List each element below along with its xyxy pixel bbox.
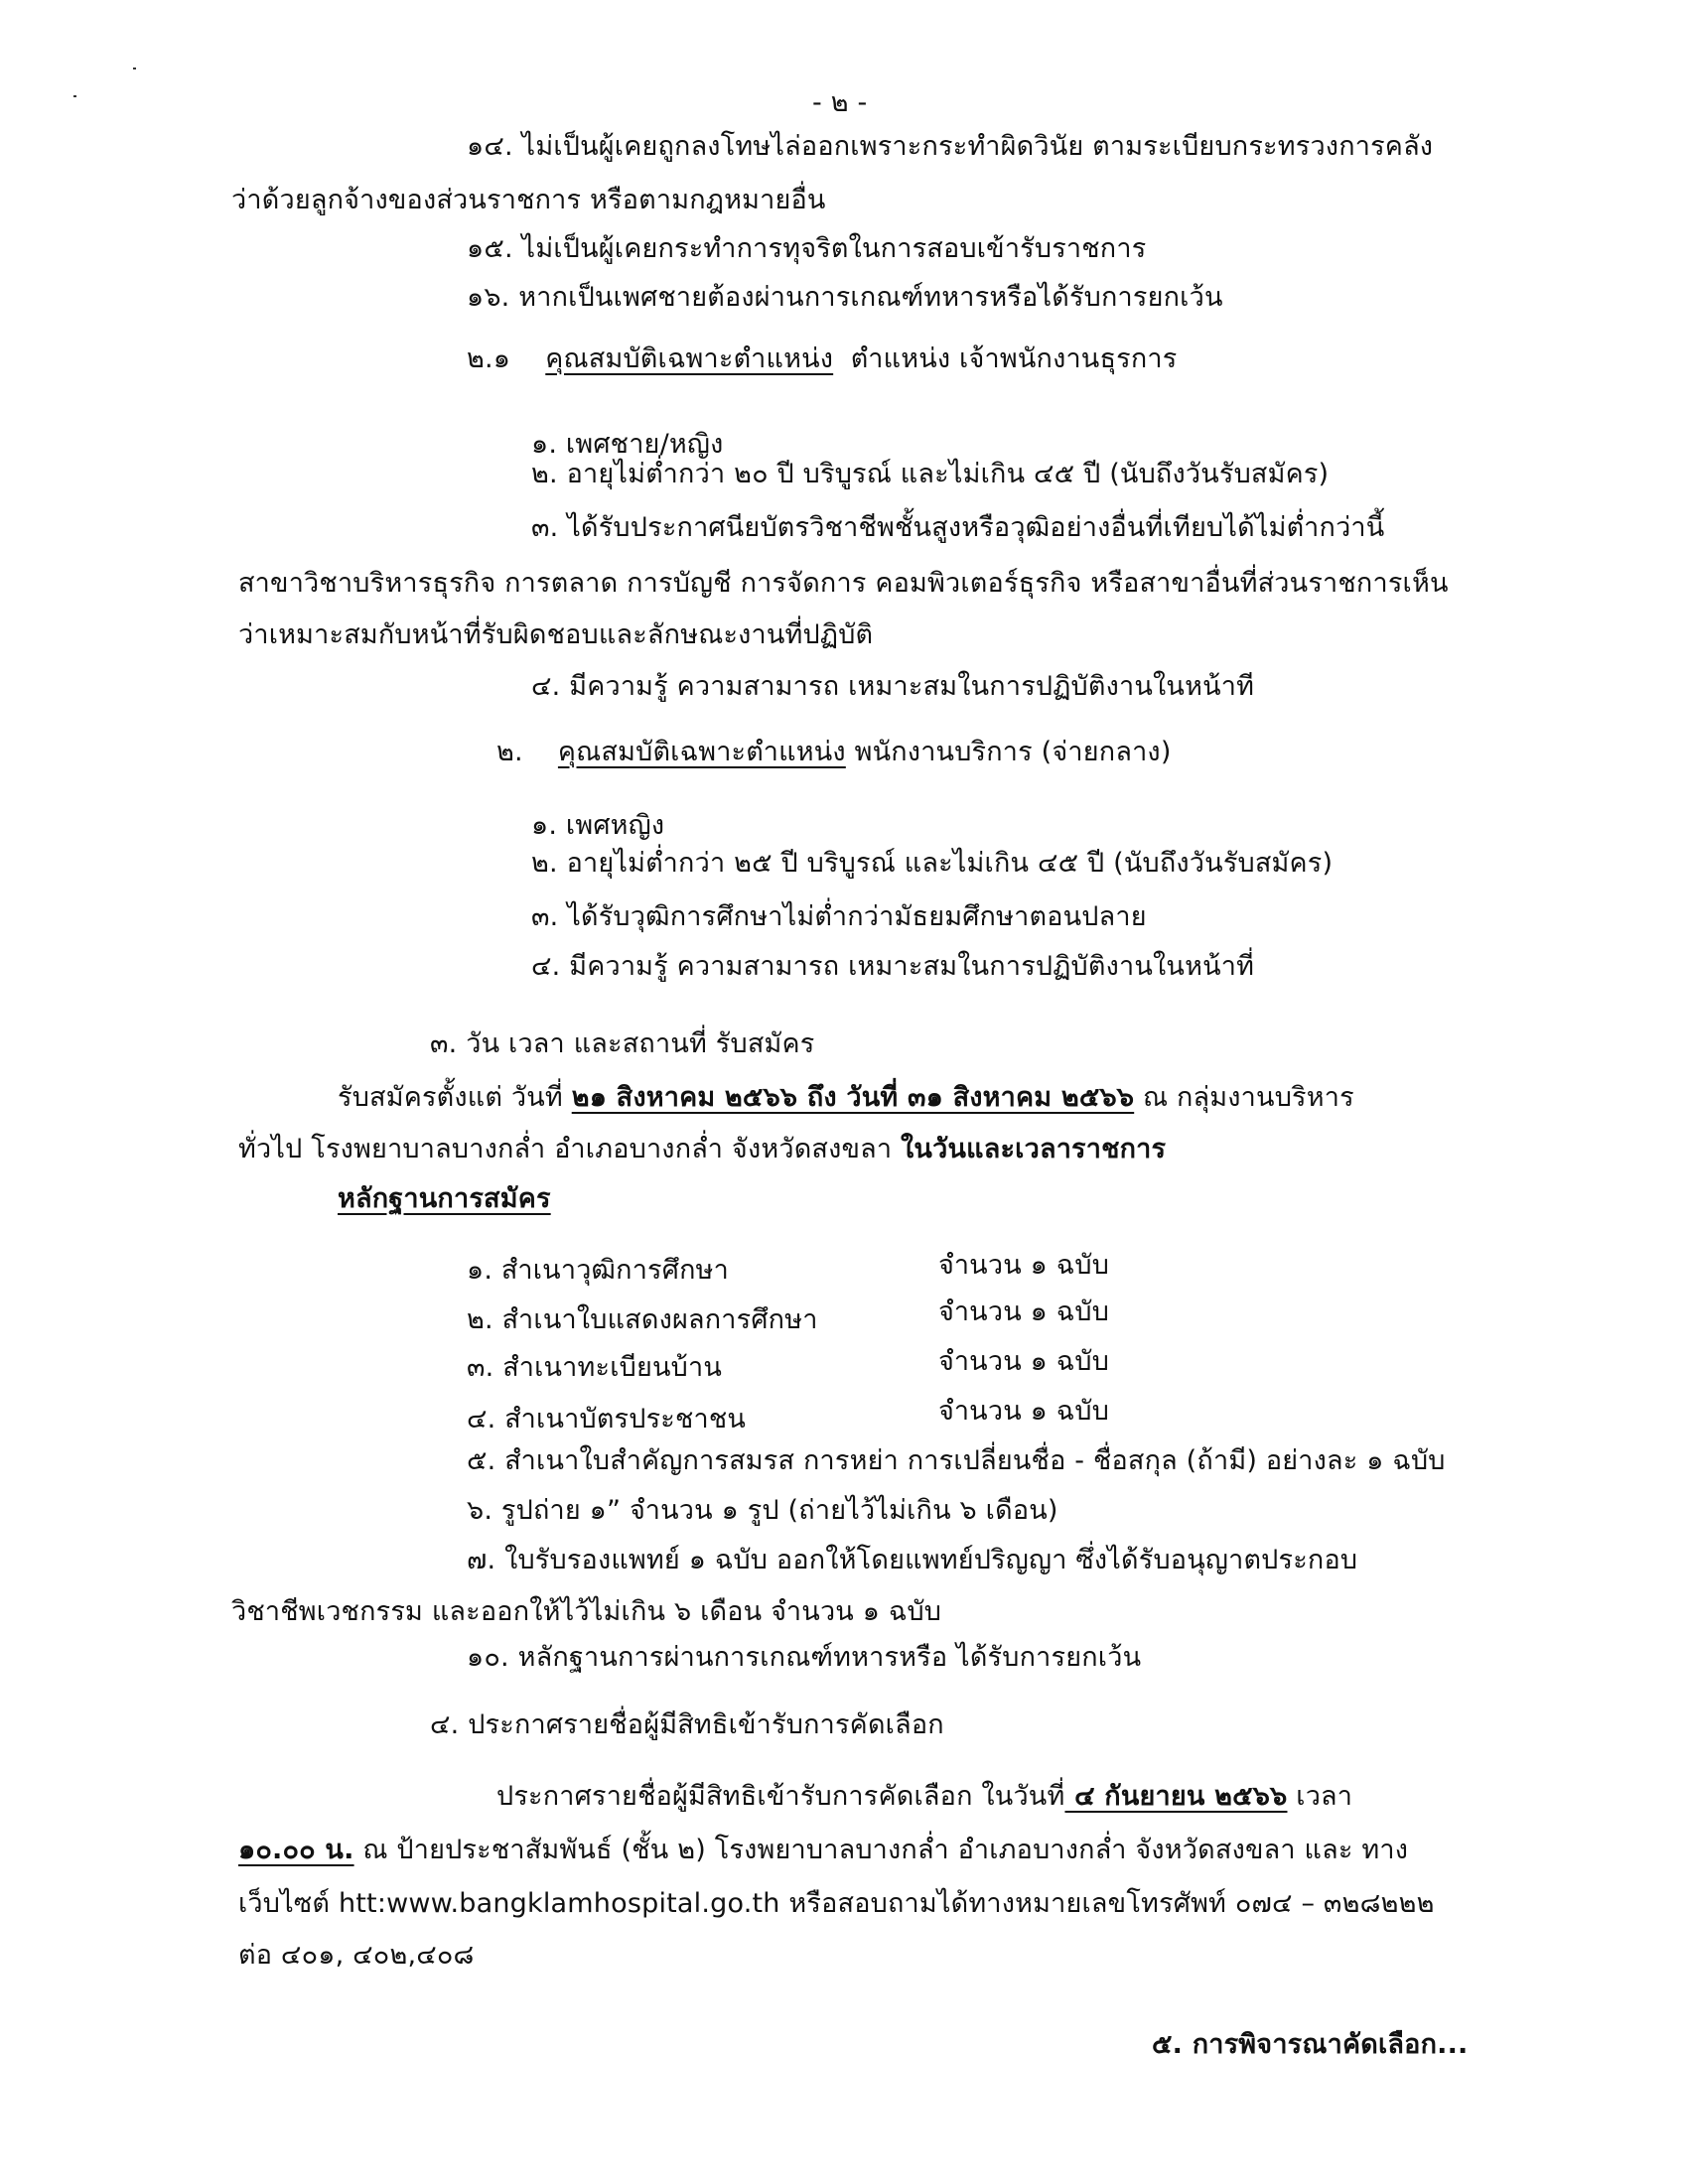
section-2-1-item-1: ๑. เพศชาย/หญิง [531, 429, 724, 460]
announcement-date: ๔ กันยายน ๒๕๖๖ [1064, 1781, 1288, 1812]
section-2-2-item-2: ๒. อายุไม่ต่ำกว่า ๒๕ ปี บริบูรณ์ และไม่เกิน ๔๕ ปี (นับถึงวันรับสมัคร) [531, 848, 1334, 879]
application-period-suffix: ณ กลุ่มงานบริหาร [1134, 1082, 1354, 1113]
document-6: ๖. รูปถ่าย ๑” จำนวน ๑ รูป (ถ่ายไว้ไม่เกิน ๖ เดือน) [467, 1495, 1058, 1526]
section-3-heading: ๓. วัน เวลา และสถานที่ รับสมัคร [430, 1028, 815, 1059]
document-7-line1: ๗. ใบรับรองแพทย์ ๑ ฉบับ ออกให้โดยแพทย์ปริญญา ซึ่งได้รับอนุญาตประกอบ [467, 1545, 1358, 1575]
evidence-heading: หลักฐานการสมัคร [338, 1183, 551, 1214]
document-3-quantity: จำนวน ๑ ฉบับ [938, 1346, 1110, 1377]
section-2-1-item-3-line2: สาขาวิชาบริหารธุรกิจ การตลาด การบัญชี การจัดการ คอมพิวเตอร์ธุรกิจ หรือสาขาอื่นที่ส่วนราชการเห็น [238, 568, 1449, 599]
announcement-prefix: ประกาศรายชื่อผู้มีสิทธิเข้ารับการคัดเลือก ในวันที่ [496, 1781, 1065, 1812]
application-period-dates: ๒๑ สิงหาคม ๒๕๖๖ ถึง วันที่ ๓๑ สิงหาคม ๒๕๖๖ [571, 1082, 1135, 1113]
item-15: ๑๕. ไม่เป็นผู้เคยกระทำการทุจริตในการสอบเข้ารับราชการ [467, 233, 1147, 264]
section-2-1-title-rest: ตำแหน่ง เจ้าพนักงานธุรการ [850, 343, 1178, 374]
announcement-location: ณ ป้ายประชาสัมพันธ์ (ชั้น ๒) โรงพยาบาลบางกล่ำ อำเภอบางกล่ำ จังหวัดสงขลา และ ทาง [353, 1835, 1409, 1865]
section-2-2-title-underlined: คุณสมบัติเฉพาะตำแหน่ง [557, 737, 846, 767]
document-2-quantity: จำนวน ๑ ฉบับ [938, 1297, 1110, 1327]
item-14-line2: ว่าด้วยลูกจ้างของส่วนราชการ หรือตามกฎหมายอื่น [231, 185, 826, 215]
application-hours: ในวันและเวลาราชการ [901, 1134, 1167, 1164]
section-2-2-item-1: ๑. เพศหญิง [531, 810, 665, 841]
document-5: ๕. สำเนาใบสำคัญการสมรส การหย่า การเปลี่ยนชื่อ - ชื่อสกุล (ถ้ามี) อย่างละ ๑ ฉบับ [467, 1445, 1446, 1476]
announcement-line1 [496, 1777, 1352, 1817]
section-2-1-item-3-line1: ๓. ได้รับประกาศนียบัตรวิชาชีพชั้นสูงหรือวุฒิอย่างอื่นที่เทียบได้ไม่ต่ำกว่านี้ [531, 512, 1385, 543]
application-place: ทั่วไป โรงพยาบาลบางกล่ำ อำเภอบางกล่ำ จังหวัดสงขลา [238, 1134, 902, 1164]
application-period-line2 [238, 1130, 1166, 1169]
section-4-heading: ๔. ประกาศรายชื่อผู้มีสิทธิเข้ารับการคัดเลือก [430, 1709, 944, 1740]
document-1-quantity: จำนวน ๑ ฉบับ [938, 1250, 1110, 1281]
document-4: ๔. สำเนาบัตรประชาชน [467, 1404, 747, 1434]
item-16: ๑๖. หากเป็นเพศชายต้องผ่านการเกณฑ์ทหารหรือได้รับการยกเว้น [467, 282, 1223, 313]
section-2-1-item-3-line3: ว่าเหมาะสมกับหน้าที่รับผิดชอบและลักษณะงานที่ปฏิบัติ [238, 619, 874, 650]
section-2-1-heading [467, 340, 1177, 379]
section-2-1-item-2: ๒. อายุไม่ต่ำกว่า ๒๐ ปี บริบูรณ์ และไม่เกิน ๔๕ ปี (นับถึงวันรับสมัคร) [531, 459, 1330, 489]
document-7-line2: วิชาชีพเวชกรรม และออกให้ไว้ไม่เกิน ๖ เดือน จำนวน ๑ ฉบับ [231, 1596, 942, 1627]
section-2-1-title-underlined: คุณสมบัติเฉพาะตำแหน่ง [545, 343, 834, 374]
document-10: ๑๐. หลักฐานการผ่านการเกณฑ์ทหารหรือ ได้รับการยกเว้น [467, 1642, 1142, 1673]
continuation-note: ๕. การพิจารณาคัดเลือก... [1152, 2029, 1469, 2060]
section-2-2-heading [496, 733, 1172, 772]
announcement-line2 [238, 1831, 1408, 1870]
announcement-time: ๑๐.๐๐ น. [238, 1835, 354, 1865]
application-period-prefix: รับสมัครตั้งแต่ วันที่ [338, 1082, 572, 1113]
document-4-quantity: จำนวน ๑ ฉบับ [938, 1396, 1110, 1427]
document-2: ๒. สำเนาใบแสดงผลการศึกษา [467, 1304, 818, 1335]
item-14-line1: ๑๔. ไม่เป็นผู้เคยถูกลงโทษไล่ออกเพราะกระทำผิดวินัย ตามระเบียบกระทรวงการคลัง [467, 131, 1434, 162]
document-1: ๑. สำเนาวุฒิการศึกษา [467, 1255, 729, 1286]
page-number: - ๒ - [812, 87, 868, 118]
section-2-2-number: ๒. [496, 737, 523, 767]
announcement-line4: ต่อ ๔๐๑, ๔๐๒,๔๐๘ [238, 1940, 475, 1971]
section-2-2-item-3: ๓. ได้รับวุฒิการศึกษาไม่ต่ำกว่ามัธยมศึกษาตอนปลาย [531, 901, 1147, 932]
section-2-2-title-rest: พนักงานบริการ (จ่ายกลาง) [854, 737, 1172, 767]
announcement-line3: เว็บไซต์ htt:www.bangklamhospital.go.th หรือสอบถามได้ทางหมายเลขโทรศัพท์ ๐๗๔ – ๓๒๘๒๒๒ [238, 1888, 1435, 1919]
document-3: ๓. สำเนาทะเบียนบ้าน [467, 1352, 723, 1383]
section-2-1-item-4: ๔. มีความรู้ ความสามารถ เหมาะสมในการปฏิบัติงานในหน้าที [531, 671, 1255, 702]
section-2-2-item-4: ๔. มีความรู้ ความสามารถ เหมาะสมในการปฏิบัติงานในหน้าที่ [531, 951, 1255, 982]
announcement-time-label: เวลา [1287, 1781, 1353, 1812]
application-period-line1 [338, 1078, 1354, 1118]
section-2-1-number: ๒.๑ [467, 343, 511, 374]
